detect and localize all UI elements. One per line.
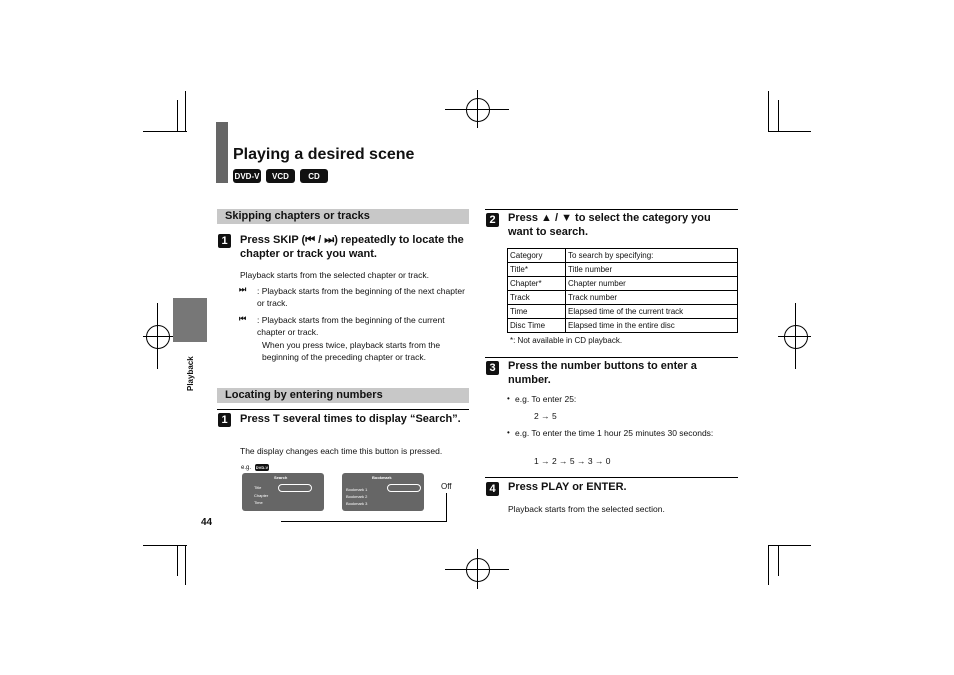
skip-next-icon: ⏭ [239,285,247,294]
table-header-cell: Category [508,249,566,263]
step-instruction: Press PLAY or ENTER. [508,481,627,493]
table-row [508,263,738,277]
step-instruction: Press the number buttons to enter a number. [508,360,697,386]
step-description: The display changes each time this button is pressed. [240,446,443,456]
table-footnote: *: Not available in CD playback. [510,336,623,345]
search-field-box [278,484,312,492]
example-2-sequence: 1 → 2 → 5 → 3 → 0 [534,456,611,466]
skip-prev-icon: ⏮ [239,314,247,323]
table-cell: Title number [566,263,738,277]
example-2: e.g. To enter the time 1 hour 25 minutes 30 seconds: [515,428,714,438]
table-header-cell: To search by specifying: [566,249,738,263]
section-heading-locate: Locating by entering numbers [217,388,469,403]
table-header-row [508,249,738,263]
search-screen-item: Time [254,500,263,505]
table-cell: Elapsed time of the current track [566,305,738,319]
table-cell: Track [508,291,566,305]
example-1: e.g. To enter 25: [515,394,577,404]
badge-cd: CD [300,169,328,183]
badge-dvd-v: DVD-V [233,169,261,183]
step-instruction: Press T several times to display “Search”. [240,413,461,425]
divider [217,409,469,410]
skip-prev-description-2: When you press twice, playback starts from the beginning of the preceding chapter or track. [262,340,441,362]
category-table [507,248,738,333]
table-cell: Track number [566,291,738,305]
divider [485,357,738,358]
search-screen-title: Search [274,475,288,480]
step-number: 4 [486,482,499,496]
off-label: Off [441,482,452,491]
bullet-dot: • [507,428,510,437]
search-screen-item: Chapter [254,493,269,498]
table-row [508,277,738,291]
badge-vcd: VCD [266,169,295,183]
step-instruction: Press ▲ / ▼ to select the category you want to search. [508,212,711,238]
cycle-arrow-line [446,493,447,521]
cycle-arrow-line [281,521,447,522]
eg-label: e.g. [241,465,252,471]
bookmark-screen-title: Bookmark [372,475,392,480]
bullet-dot: • [507,394,510,403]
table-row [508,305,738,319]
title-accent-bar [216,122,228,183]
page-number: 44 [201,517,213,528]
skip-next-description: : Playback starts from the beginning of the next chapter or track. [257,286,465,308]
bookmark-screen-item: Bookmark 3 [346,501,368,506]
table-cell: Chapter number [566,277,738,291]
side-tab [173,298,207,342]
skip-prev-description: : Playback starts from the beginning of the current chapter or track. [257,315,445,337]
step-description: Playback starts from the selected section. [508,504,665,514]
divider [485,477,738,478]
table-cell: Disc Time [508,319,566,333]
table-cell: Elapsed time in the entire disc [566,319,738,333]
divider [485,209,738,210]
bookmark-screen-item: Bookmark 1 [346,487,368,492]
table-cell: Title* [508,263,566,277]
side-tab-label: Playback [186,356,195,391]
bookmark-field-box [387,484,421,492]
step-number: 1 [218,413,231,427]
table-cell: Time [508,305,566,319]
table-row [508,319,738,333]
example-1-sequence: 2 → 5 [534,411,557,421]
step-description: Playback starts from the selected chapter or track. [240,270,429,280]
section-heading-skip: Skipping chapters or tracks [217,209,469,224]
page-title: Playing a desired scene [233,146,415,163]
step-number: 1 [218,234,231,248]
table-row [508,291,738,305]
search-screen-item: Title [254,485,262,490]
bookmark-screen-item: Bookmark 2 [346,494,368,499]
eg-badge: DVD-V [255,465,269,470]
step-number: 3 [486,361,499,375]
step-instruction: Press SKIP (⏮ / ⏭) repeatedly to locate the chapter or track you want. [240,234,464,260]
table-cell: Chapter* [508,277,566,291]
step-number: 2 [486,213,499,227]
